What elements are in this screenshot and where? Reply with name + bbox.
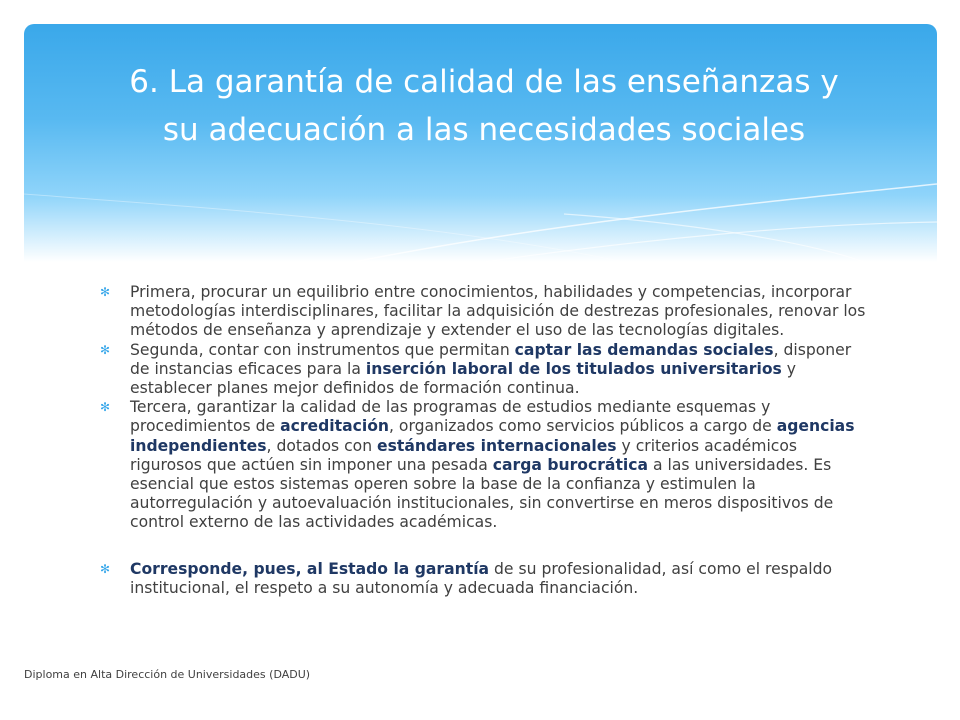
bullet-star-icon: ✻: [100, 342, 111, 357]
bullet-text: , organizados como servicios públicos a cargo de: [389, 417, 777, 436]
bullet-segunda: [100, 341, 866, 399]
bullet-list: [100, 283, 866, 598]
bullet-text: y establecer planes mejor definidos de formación continua.: [130, 359, 797, 398]
bullet-text: a las universidades. Es esencial que estos sistemas operen sobre la base de la confianza y estimulen la autorregulación y autoevaluación institucionales, sin convertirse en meros dispositivos de control externo de las actividades académicas.: [130, 455, 834, 532]
title-banner: [24, 24, 937, 262]
bullet-text: de su profesionalidad, así como el respaldo institucional, el respeto a su autonomía y adecuada financiación.: [130, 559, 833, 597]
bullet-text: Primera, procurar un equilibrio entre conocimientos, habilidades y competencias, incorporar metodologías interdisciplinares, facilitar la adquisición de destrezas profesionales, renovar los métodos de enseñanza y aprendizaje y extender el uso de las tecnologías digitales.: [130, 283, 866, 340]
emphasis-text: inserción laboral de los titulados universitarios: [365, 359, 782, 378]
bullet-star-icon: ✻: [100, 561, 111, 576]
footer-text: Diploma en Alta Dirección de Universidades (DADU): [24, 668, 311, 681]
emphasis-text: Corresponde, pues, al Estado la garantía: [130, 559, 490, 578]
bullet-corresponde: [100, 560, 866, 598]
bullet-star-icon: ✻: [100, 400, 111, 415]
emphasis-text: captar las demandas sociales: [514, 340, 774, 359]
bullet-text: Segunda, contar con instrumentos que permitan: [130, 340, 515, 359]
emphasis-text: agencias independientes: [130, 417, 855, 455]
bullet-primera: [100, 283, 866, 341]
bullet-text: , dotados con: [266, 436, 378, 455]
emphasis-text: acreditación: [280, 417, 390, 436]
bullet-tercera: [100, 398, 866, 532]
bullet-text: y criterios académicos rigurosos que actúen sin imponer una pesada: [130, 436, 798, 474]
slide-title: [84, 58, 884, 154]
title-line-1: 6. La garantía de calidad de las enseñanzas y: [129, 64, 839, 100]
bullet-text: Tercera, garantizar la calidad de las programas de estudios mediante esquemas y procedimientos de: [130, 398, 771, 436]
bullet-text: , disponer de instancias eficaces para la: [130, 340, 852, 378]
title-line-2: su adecuación a las necesidades sociales: [162, 112, 806, 148]
emphasis-text: estándares internacionales: [377, 436, 617, 455]
emphasis-text: carga burocrática: [492, 455, 649, 474]
bullet-star-icon: ✻: [100, 285, 111, 299]
